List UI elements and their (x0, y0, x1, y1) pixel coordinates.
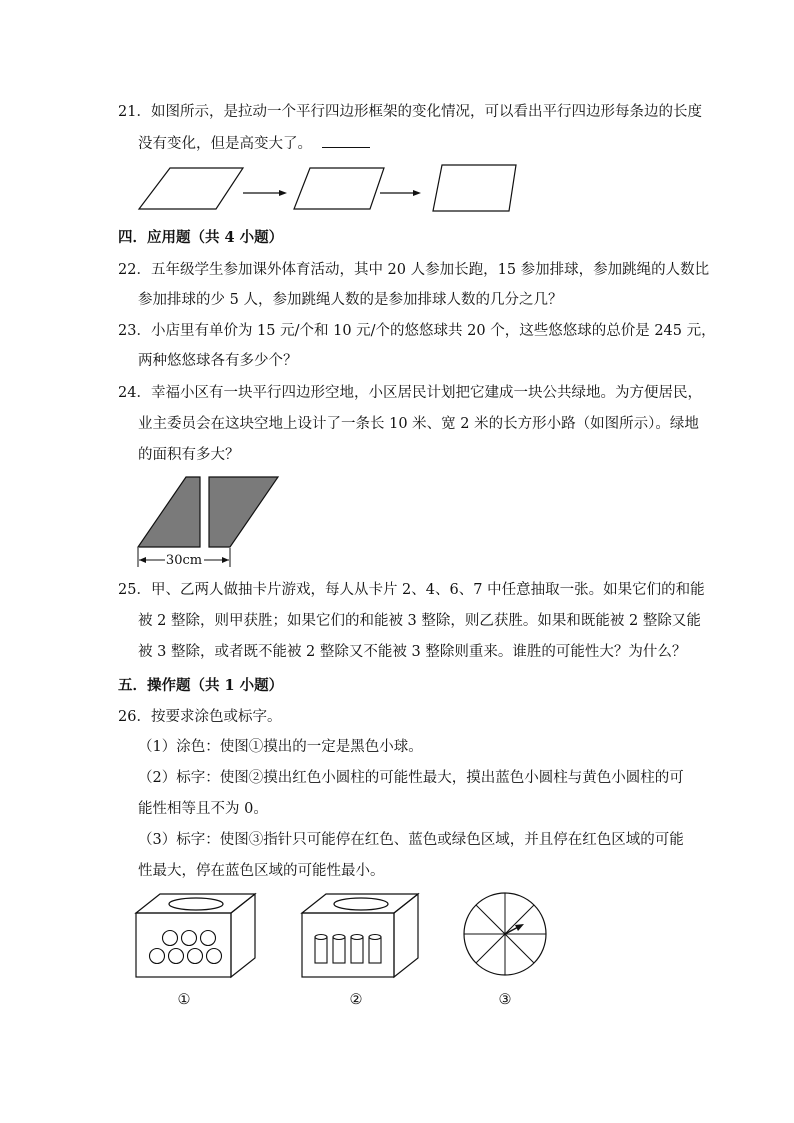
q24-line2: 业主委员会在这块空地上设计了一条长 10 米、宽 2 米的长方形小路（如图所示）。绿地 (138, 416, 699, 432)
q25-line3: 被 3 整除，或者既不能被 2 整除又不能被 3 整除则重来。谁胜的可能性大？为什么？ (138, 644, 687, 660)
ball (188, 949, 203, 964)
q23-line2: 两种悠悠球各有多少个？ (138, 353, 298, 369)
box2-side (394, 894, 418, 977)
box-with-balls[interactable] (136, 894, 255, 977)
ball (201, 931, 216, 946)
spinner-pointer-head (515, 924, 524, 931)
ball (150, 949, 165, 964)
cylinder (315, 935, 327, 964)
box2-opening (334, 898, 388, 910)
q23-line1: 23．小店里有单价为 15 元/个和 10 元/个的悠悠球共 20 个，这些悠悠球的总价是 245 元， (118, 323, 716, 339)
q22-line1: 22．五年级学生参加课外体育活动，其中 20 人参加长跑，15 参加排球，参加跳绳的人数比 (118, 262, 710, 278)
cylinder (369, 935, 381, 964)
q26-item1: （1）涂色：使图①摸出的一定是黑色小球。 (138, 739, 423, 755)
q26-item3-line1: （3）标字：使图③指针只可能停在红色、蓝色或绿色区域，并且停在红色区域的可能 (138, 832, 684, 848)
ball (207, 949, 222, 964)
q21-line2-text: 没有变化，但是高变大了。 (138, 136, 312, 152)
figure-label-3: ③ (498, 992, 512, 1008)
box2-front (302, 913, 394, 977)
spinner[interactable] (464, 893, 546, 975)
q26-line1: 26．按要求涂色或标字。 (118, 709, 282, 725)
cylinder (333, 935, 345, 964)
box1-opening (169, 898, 223, 910)
box1-front (136, 913, 231, 977)
ball (169, 949, 184, 964)
q21-line1: 21．如图所示，是拉动一个平行四边形框架的变化情况，可以看出平行四边形每条边的长度 (118, 104, 702, 120)
section5-heading: 五．操作题（共 1 小题） (118, 677, 284, 694)
q25-line2: 被 2 整除，则甲获胜；如果它们的和能被 3 整除，则乙获胜。如果和既能被 2 整除又能 (138, 613, 701, 629)
figure-label-2: ② (349, 992, 363, 1008)
box-with-cylinders[interactable] (302, 894, 418, 977)
figure-label-1: ① (177, 992, 191, 1008)
q24-line1: 24．幸福小区有一块平行四边形空地，小区居民计划把它建成一块公共绿地。为方便居民， (118, 385, 702, 401)
q26-item3-line2: 性最大，停在蓝色区域的可能性最小。 (138, 863, 385, 879)
section4-heading: 四．应用题（共 4 小题） (118, 229, 284, 246)
ball (182, 931, 197, 946)
cylinder (351, 935, 363, 964)
q25-line1: 25．甲、乙两人做抽卡片游戏，每人从卡片 2、4、6、7 中任意抽取一张。如果它们的和能 (118, 582, 705, 598)
ball (163, 931, 178, 946)
q26-item2-line2: 能性相等且不为 0。 (138, 801, 268, 817)
q22-line2: 参加排球的少 5 人，参加跳绳人数的是参加排球人数的几分之几？ (138, 292, 563, 308)
box1-side (231, 894, 255, 977)
q24-line3: 的面积有多大？ (138, 447, 240, 463)
q26-item2-line1: （2）标字：使图②摸出红色小圆柱的可能性最大，摸出蓝色小圆柱与黄色小圆柱的可 (138, 770, 684, 786)
dimension-label: 30cm (165, 553, 203, 568)
